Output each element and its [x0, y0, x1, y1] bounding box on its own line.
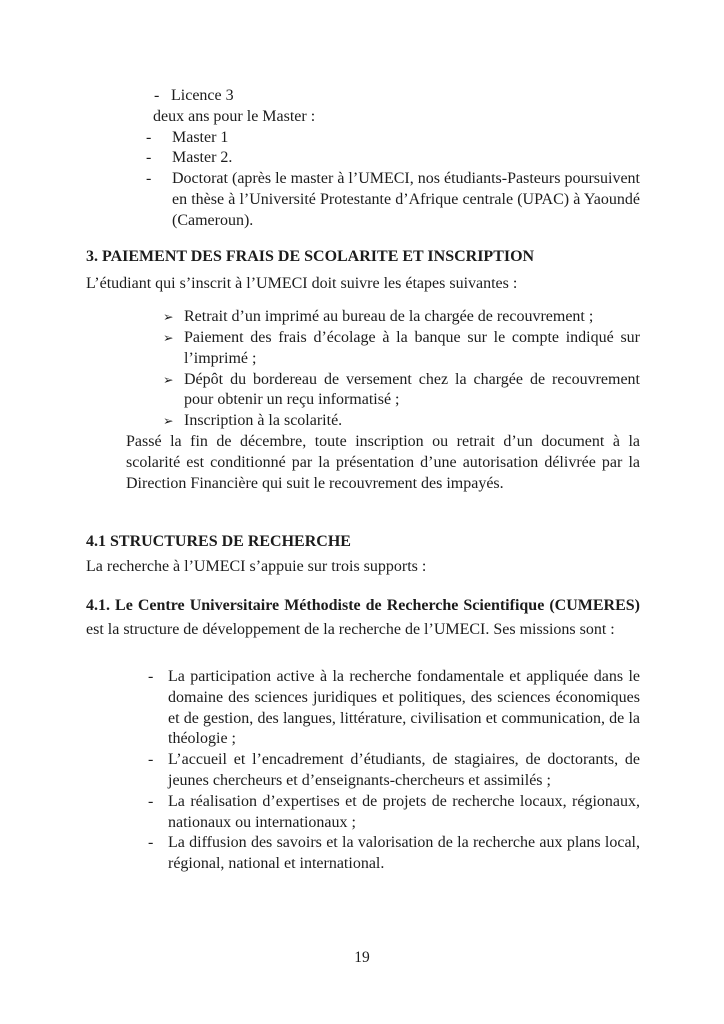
list-item-text: Master 1: [172, 128, 229, 146]
dash-bullet: -: [148, 751, 154, 769]
mission-item-accueil: [86, 750, 640, 792]
late-registration-note: Passé la fin de décembre, toute inscription ou retrait d’un document à la scolarité est conditionné par la présentation d’une autorisation délivrée par la Direction Financière qui suit le recouvrement des impayés.: [126, 432, 640, 492]
dash-bullet: -: [148, 834, 154, 852]
master-duration-line: deux ans pour le Master :: [153, 107, 316, 125]
step-item-text: Inscription à la scolarité.: [184, 412, 343, 430]
list-item-licence3: [86, 86, 640, 107]
missions-list: [86, 667, 640, 875]
arrowhead-bullet-icon: ➢: [163, 329, 174, 345]
step-item-text: Paiement des frais d’écolage à la banque sur le compte indiqué sur l’imprimé ;: [184, 328, 640, 367]
step-item-paiement: [86, 328, 640, 370]
step-item-depot: [86, 370, 640, 412]
list-item-text: Doctorat (après le master à l’UMECI, nos étudiants-Pasteurs poursuivent en thèse à l’Université Protestante d’Afrique centrale (UPAC) à Yaoundé (Cameroun).: [172, 170, 640, 229]
mission-item-participation: [86, 667, 640, 750]
arrowhead-bullet-icon: ➢: [163, 309, 174, 325]
mission-item-text: L’accueil et l’encadrement d’étudiants, de stagiaires, de doctorants, de jeunes chercheurs et d’enseignants-chercheurs et assimilés ;: [168, 751, 640, 789]
step-item-retrait: [86, 307, 640, 328]
cumeres-description: est la structure de développement de la recherche de l’UMECI. Ses missions sont :: [86, 620, 615, 638]
mission-item-realisation: [86, 792, 640, 834]
page-content: [86, 86, 640, 875]
list-item-text: Licence 3: [171, 87, 234, 104]
cumeres-title: 4.1. Le Centre Universitaire Méthodiste de Recherche Scientifique (CUMERES): [86, 596, 640, 614]
dash-bullet: -: [154, 87, 160, 104]
list-item-master2: [86, 148, 640, 169]
mission-item-text: La diffusion des savoirs et la valorisation de la recherche aux plans local, régional, national et international.: [168, 834, 640, 873]
step-item-inscription: [86, 411, 640, 432]
section3-intro: L’étudiant qui s’inscrit à l’UMECI doit suivre les étapes suivantes :: [86, 275, 518, 293]
list-item-doctorat: [86, 169, 640, 231]
registration-steps-list: [86, 307, 640, 432]
arrowhead-bullet-icon: ➢: [163, 413, 174, 429]
section41-heading: 4.1 STRUCTURES DE RECHERCHE: [86, 533, 351, 551]
cumeres-paragraph: [86, 594, 640, 642]
mission-item-text: La réalisation d’expertises et de projets de recherche locaux, régionaux, nationaux ou internationaux ;: [168, 792, 640, 831]
dash-bullet: -: [146, 170, 152, 188]
mission-item-diffusion: [86, 833, 640, 875]
step-item-text: Retrait d’un imprimé au bureau de la chargée de recouvrement ;: [184, 308, 594, 326]
list-item-text: Master 2.: [172, 149, 233, 167]
arrowhead-bullet-icon: ➢: [163, 371, 174, 387]
dash-bullet: -: [146, 149, 152, 167]
step-item-text: Dépôt du bordereau de versement chez la chargée de recouvrement pour obtenir un reçu informatisé ;: [184, 370, 640, 409]
section3-heading: 3. PAIEMENT DES FRAIS DE SCOLARITE ET INSCRIPTION: [86, 247, 535, 265]
page-number: 19: [354, 949, 370, 966]
dash-bullet: -: [148, 792, 154, 810]
mission-item-text: La participation active à la recherche fondamentale et appliquée dans le domaine des sciences juridiques et politiques, des sciences économiques et de gestion, des langues, littérature, civilisation et communication, de la théologie ;: [168, 667, 640, 748]
dash-bullet: -: [146, 128, 152, 146]
degree-list: [86, 86, 640, 232]
list-item-master1: [86, 128, 640, 149]
dash-bullet: -: [148, 667, 154, 685]
section41-intro: La recherche à l’UMECI s’appuie sur trois supports :: [86, 558, 427, 576]
